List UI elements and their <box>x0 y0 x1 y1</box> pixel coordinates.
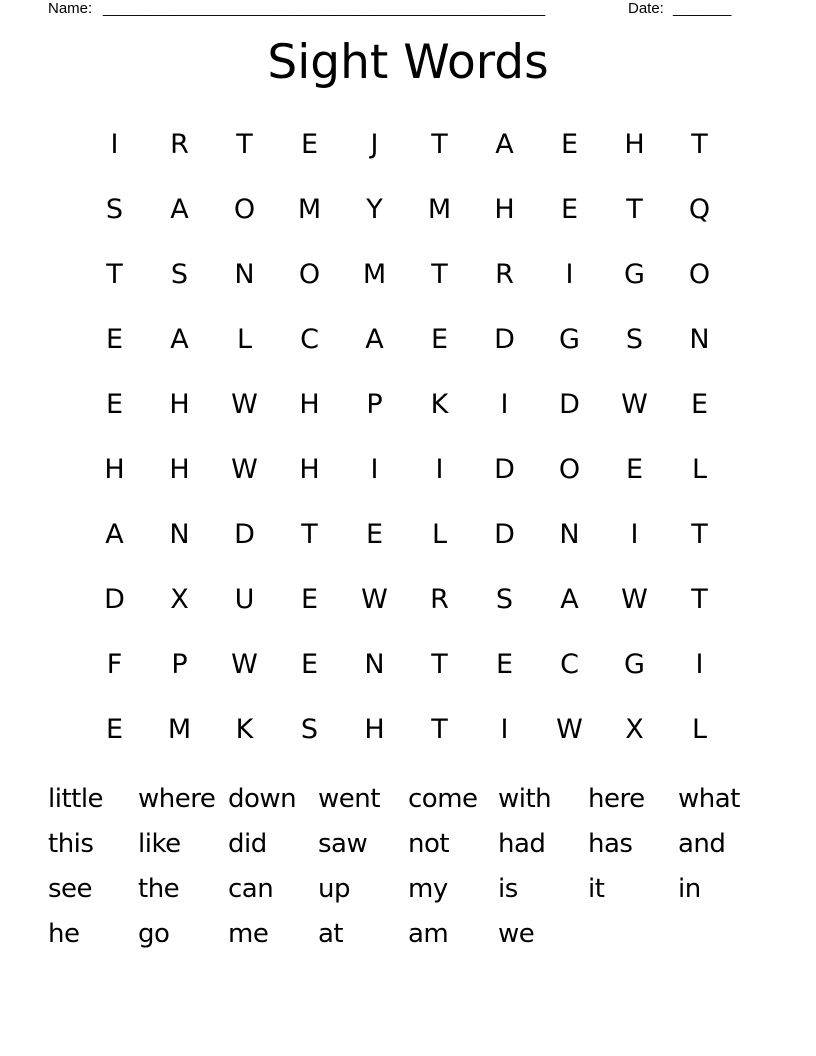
grid-letter: E <box>300 129 319 160</box>
grid-letter: F <box>106 649 123 680</box>
grid-letter: M <box>427 194 452 225</box>
grid-letter: E <box>560 194 579 225</box>
grid-letter: H <box>169 389 190 420</box>
grid-letter: W <box>231 649 258 680</box>
grid-letter: I <box>695 649 704 680</box>
grid-letter: E <box>105 389 124 420</box>
grid-letter: S <box>170 259 189 290</box>
grid-letter: Q <box>688 194 711 225</box>
grid-letter: H <box>624 129 645 160</box>
grid-letter: T <box>626 194 643 225</box>
grid-letter: D <box>104 584 125 615</box>
grid-letter: W <box>361 584 388 615</box>
grid-letter: D <box>494 324 515 355</box>
grid-letter: I <box>565 259 574 290</box>
word-bank-item: we <box>498 919 535 949</box>
word-bank-item: saw <box>318 829 368 859</box>
word-bank-item: where <box>138 784 216 814</box>
grid-letter: M <box>167 714 192 745</box>
word-bank-item: am <box>408 919 449 949</box>
word-bank-item: in <box>678 874 701 904</box>
grid-letter: H <box>104 454 125 485</box>
grid-letter: E <box>625 454 644 485</box>
grid-letter: E <box>105 714 124 745</box>
grid-letter: S <box>625 324 644 355</box>
grid-letter: D <box>234 519 255 550</box>
grid-letter: T <box>301 519 318 550</box>
grid-letter: E <box>690 389 709 420</box>
grid-letter: A <box>170 194 189 225</box>
grid-letter: M <box>362 259 387 290</box>
grid-letter: E <box>430 324 449 355</box>
grid-letter: D <box>494 454 515 485</box>
page-title: Sight Words <box>267 35 549 90</box>
grid-letter: G <box>559 324 580 355</box>
grid-letter: K <box>430 389 449 420</box>
grid-letter: E <box>300 584 319 615</box>
word-bank-item: like <box>138 829 181 859</box>
grid-letter: J <box>370 129 379 160</box>
grid-letter: T <box>431 649 448 680</box>
grid-letter: D <box>494 519 515 550</box>
grid-letter: E <box>105 324 124 355</box>
grid-letter: T <box>431 714 448 745</box>
grid-letter: O <box>298 259 321 290</box>
grid-letter: T <box>106 259 123 290</box>
grid-letter: X <box>170 584 189 615</box>
grid-letter: L <box>236 324 253 355</box>
grid-letter: C <box>300 324 319 355</box>
name-blank: _____________________________________________________ <box>103 0 546 17</box>
grid-letter: S <box>300 714 319 745</box>
word-bank-item: little <box>48 784 104 814</box>
grid-letter: I <box>435 454 444 485</box>
word-bank-item: go <box>138 919 170 949</box>
word-bank-item: can <box>228 874 274 904</box>
grid-letter: L <box>691 454 708 485</box>
grid-letter: N <box>559 519 580 550</box>
grid-letter: O <box>558 454 581 485</box>
grid-letter: G <box>624 649 645 680</box>
word-bank <box>48 778 788 958</box>
word-search-grid <box>82 112 732 762</box>
grid-letter: P <box>366 389 383 420</box>
grid-letter: X <box>625 714 644 745</box>
word-bank-item: it <box>588 874 605 904</box>
word-bank-item: what <box>678 784 740 814</box>
grid-letter: E <box>365 519 384 550</box>
grid-letter: N <box>364 649 385 680</box>
grid-letter: I <box>110 129 119 160</box>
word-bank-item: my <box>408 874 448 904</box>
grid-letter: D <box>559 389 580 420</box>
grid-letter: C <box>560 649 579 680</box>
grid-letter: R <box>430 584 449 615</box>
grid-letter: A <box>495 129 514 160</box>
grid-letter: R <box>495 259 514 290</box>
grid-letter: A <box>105 519 124 550</box>
word-bank-item: down <box>228 784 297 814</box>
grid-letter: W <box>621 389 648 420</box>
word-bank-item: the <box>138 874 180 904</box>
word-bank-item: is <box>498 874 518 904</box>
grid-letter: W <box>231 454 258 485</box>
grid-letter: N <box>234 259 255 290</box>
grid-letter: I <box>370 454 379 485</box>
grid-letter: L <box>691 714 708 745</box>
word-bank-item: went <box>318 784 380 814</box>
grid-letter: H <box>299 389 320 420</box>
grid-letter: I <box>500 389 509 420</box>
word-bank-item: here <box>588 784 645 814</box>
grid-letter: H <box>299 454 320 485</box>
grid-letter: M <box>297 194 322 225</box>
grid-letter: W <box>231 389 258 420</box>
grid-letter: T <box>236 129 253 160</box>
grid-letter: E <box>560 129 579 160</box>
word-bank-item: had <box>498 829 546 859</box>
grid-letter: T <box>691 519 708 550</box>
grid-letter: S <box>495 584 514 615</box>
name-label: Name: <box>48 0 93 17</box>
grid-letter: W <box>621 584 648 615</box>
grid-letter: H <box>169 454 190 485</box>
word-bank-item: not <box>408 829 450 859</box>
word-bank-item: at <box>318 919 344 949</box>
grid-letter: T <box>691 129 708 160</box>
grid-letter: K <box>235 714 254 745</box>
grid-letter: R <box>170 129 189 160</box>
grid-letter: S <box>105 194 124 225</box>
grid-letter: I <box>630 519 639 550</box>
grid-letter: T <box>431 129 448 160</box>
grid-letter: H <box>494 194 515 225</box>
grid-letter: O <box>688 259 711 290</box>
grid-letter: N <box>689 324 710 355</box>
date-blank: _______ <box>673 0 732 17</box>
grid-letter: A <box>365 324 384 355</box>
grid-letter: O <box>233 194 256 225</box>
word-bank-item: up <box>318 874 350 904</box>
date-label: Date: <box>628 0 664 17</box>
grid-letter: I <box>500 714 509 745</box>
word-bank-item: this <box>48 829 94 859</box>
grid-letter: L <box>431 519 448 550</box>
grid-letter: A <box>560 584 579 615</box>
grid-letter: U <box>234 584 255 615</box>
grid-letter: N <box>169 519 190 550</box>
word-bank-item: has <box>588 829 633 859</box>
grid-letter: G <box>624 259 645 290</box>
word-bank-item: with <box>498 784 552 814</box>
grid-letter: P <box>171 649 188 680</box>
grid-letter: H <box>364 714 385 745</box>
word-bank-item: come <box>408 784 478 814</box>
word-bank-item: did <box>228 829 267 859</box>
grid-letter: T <box>691 584 708 615</box>
grid-letter: T <box>431 259 448 290</box>
word-bank-item: and <box>678 829 726 859</box>
grid-letter: E <box>495 649 514 680</box>
word-bank-item: see <box>48 874 93 904</box>
grid-letter: E <box>300 649 319 680</box>
grid-letter: Y <box>366 194 383 225</box>
grid-letter: A <box>170 324 189 355</box>
word-bank-item: me <box>228 919 269 949</box>
grid-letter: W <box>556 714 583 745</box>
word-bank-item: he <box>48 919 80 949</box>
